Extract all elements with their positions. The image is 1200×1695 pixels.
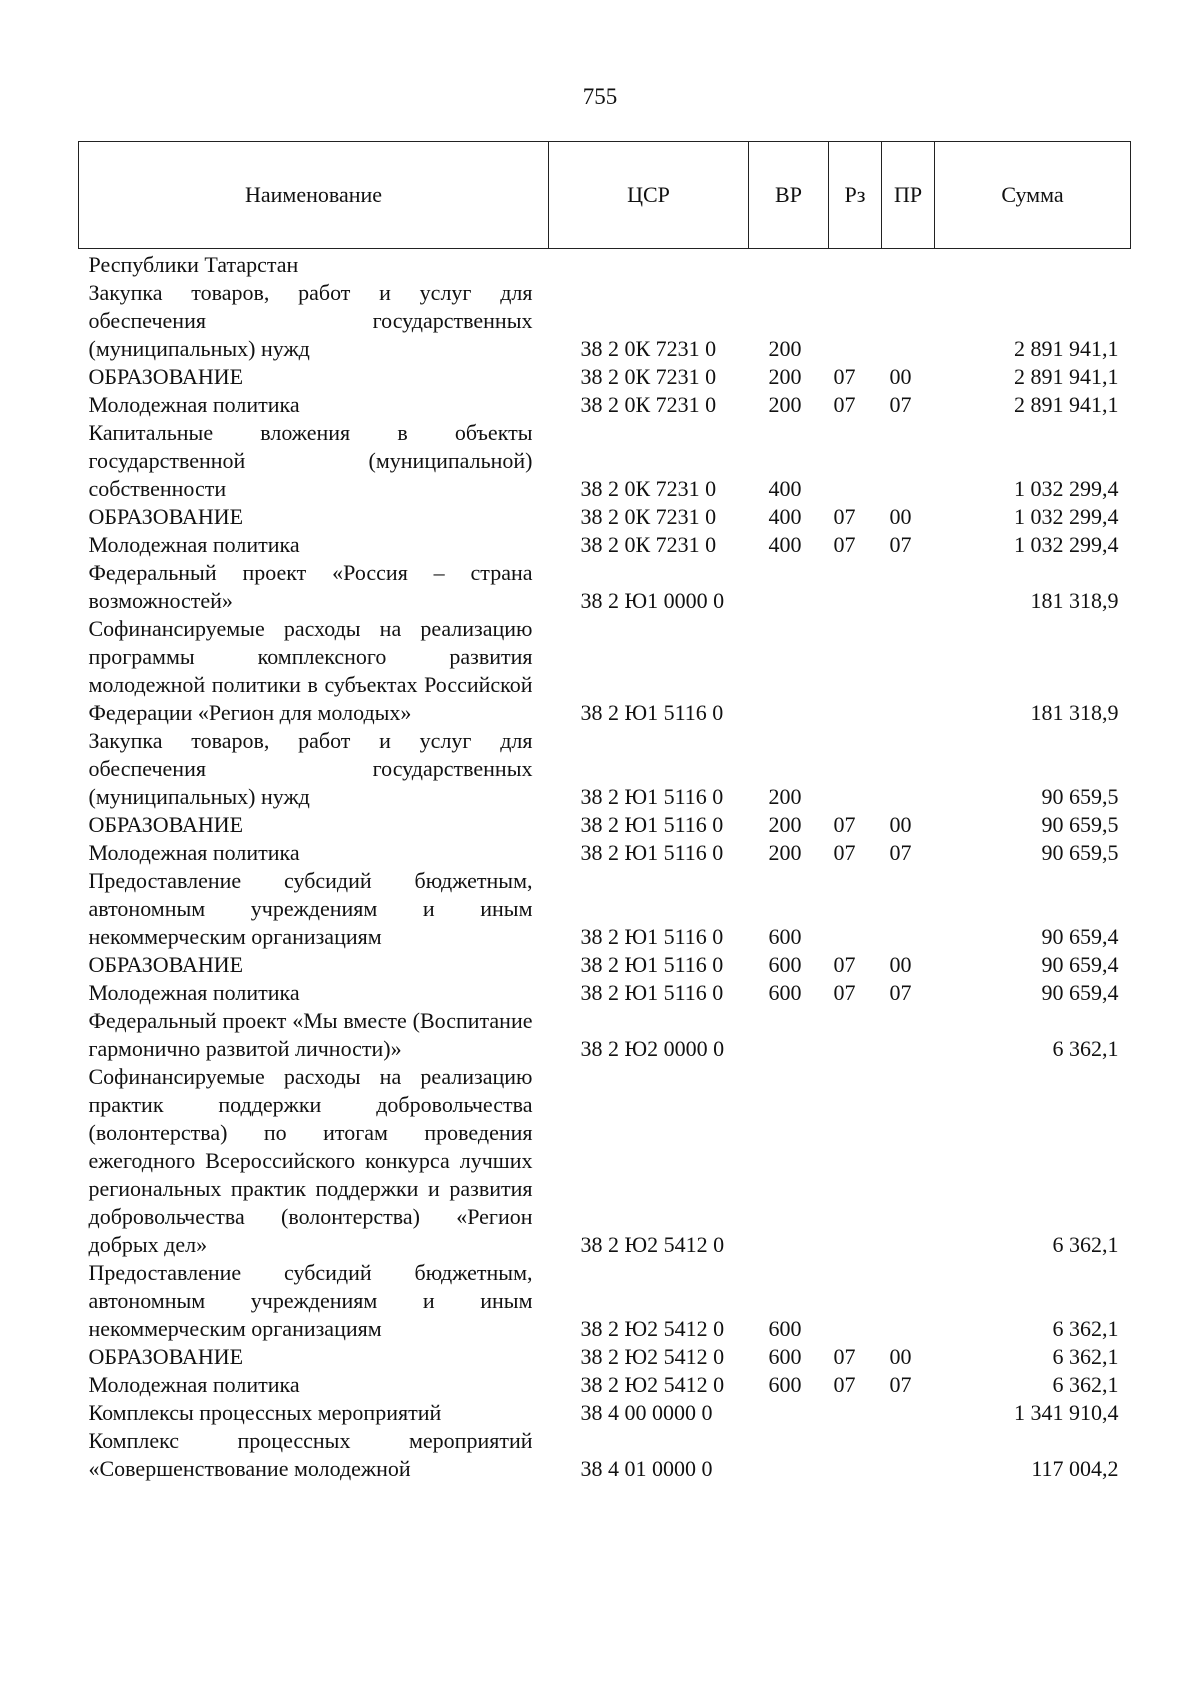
cell-name: Закупка товаров, работ и услуг для обеспечения государственных (муниципальных) нужд (88, 280, 533, 361)
cell-name: Комплекс процессных мероприятий «Совершенствование молодежной (88, 1428, 533, 1481)
cell-name: Республики Татарстан (88, 252, 299, 277)
cell-name: Капитальные вложения в объекты государственной (муниципальной) собственности (88, 420, 533, 501)
cell-csr: 38 2 0К 7231 0 (580, 336, 717, 361)
cell-pr (882, 1427, 935, 1483)
cell-sum: 1 032 299,4 (1014, 532, 1119, 557)
cell-vr: 600 (768, 924, 802, 949)
cell-pr (882, 867, 935, 951)
cell-pr (882, 1007, 935, 1063)
cell-csr: 38 2 Ю1 5116 0 (580, 700, 724, 725)
cell-csr: 38 2 Ю1 0000 0 (580, 588, 725, 613)
cell-csr: 38 2 0К 7231 0 (580, 392, 717, 417)
header-vr: ВР (749, 142, 829, 249)
cell-rz: 07 (833, 1344, 856, 1369)
cell-vr: 400 (768, 532, 802, 557)
cell-name: ОБРАЗОВАНИЕ (88, 812, 244, 837)
cell-vr (749, 1063, 829, 1259)
cell-pr (882, 1399, 935, 1427)
cell-vr: 600 (768, 1344, 802, 1369)
cell-pr: 00 (889, 952, 912, 977)
cell-rz: 07 (833, 364, 856, 389)
cell-name: Софинансируемые расходы на реализацию практик поддержки добровольчества (волонтерства) по итогам проведения ежегодного Всероссийского конкурса лучших региональных практик поддержки и развития добровольчества (волонтерства) «Регион добрых дел» (88, 1064, 533, 1257)
cell-sum: 90 659,5 (1041, 840, 1119, 865)
cell-rz (829, 867, 882, 951)
cell-name: Молодежная политика (88, 392, 300, 417)
cell-csr: 38 2 Ю1 5116 0 (580, 924, 724, 949)
page-number: 755 (582, 84, 618, 109)
cell-sum: 1 032 299,4 (1014, 504, 1119, 529)
table-row (79, 811, 1131, 839)
cell-sum: 1 032 299,4 (1014, 476, 1119, 501)
cell-sum: 90 659,4 (1041, 952, 1119, 977)
cell-rz: 07 (833, 392, 856, 417)
cell-pr: 07 (889, 980, 912, 1005)
cell-vr (749, 1007, 829, 1063)
header-name: Наименование (79, 142, 549, 249)
table-row (79, 559, 1131, 615)
table-body (79, 249, 1131, 1484)
header-sum: Сумма (935, 142, 1131, 249)
cell-name: Предоставление субсидий бюджетным, автономным учреждениям и иным некоммерческим организациям (88, 868, 533, 949)
cell-rz (829, 1427, 882, 1483)
cell-pr (882, 249, 935, 280)
cell-rz (829, 1259, 882, 1343)
table-row (79, 503, 1131, 531)
header-csr: ЦСР (549, 142, 749, 249)
cell-pr: 07 (889, 1372, 912, 1397)
cell-name: Федеральный проект «Россия – страна возможностей» (88, 560, 533, 613)
table-header (79, 142, 1131, 249)
cell-rz (829, 1007, 882, 1063)
cell-csr: 38 4 01 0000 0 (580, 1456, 713, 1481)
cell-name: Молодежная политика (88, 980, 300, 1005)
cell-csr: 38 2 Ю1 5116 0 (580, 812, 724, 837)
cell-rz (829, 615, 882, 727)
cell-pr (882, 615, 935, 727)
cell-name: ОБРАЗОВАНИЕ (88, 952, 244, 977)
cell-name: Закупка товаров, работ и услуг для обеспечения государственных (муниципальных) нужд (88, 728, 533, 809)
cell-rz (829, 279, 882, 363)
cell-sum: 181 318,9 (1030, 700, 1119, 725)
cell-vr (749, 249, 829, 280)
cell-sum: 6 362,1 (1052, 1036, 1119, 1061)
cell-vr: 600 (768, 1316, 802, 1341)
cell-sum: 90 659,5 (1041, 784, 1119, 809)
table-row (79, 1399, 1131, 1427)
cell-pr: 00 (889, 812, 912, 837)
cell-rz: 07 (833, 980, 856, 1005)
cell-csr: 38 2 Ю1 5116 0 (580, 952, 724, 977)
cell-rz (829, 1399, 882, 1427)
table-row (79, 1343, 1131, 1371)
cell-rz (829, 727, 882, 811)
cell-vr: 400 (768, 504, 802, 529)
cell-sum: 2 891 941,1 (1014, 392, 1119, 417)
cell-vr: 600 (768, 952, 802, 977)
cell-rz (829, 1063, 882, 1259)
header-pr: ПР (882, 142, 935, 249)
cell-csr: 38 2 Ю2 5412 0 (580, 1372, 725, 1397)
cell-rz: 07 (833, 1372, 856, 1397)
cell-name: ОБРАЗОВАНИЕ (88, 504, 244, 529)
cell-rz: 07 (833, 840, 856, 865)
cell-name: Предоставление субсидий бюджетным, автономным учреждениям и иным некоммерческим организациям (88, 1260, 533, 1341)
cell-pr (882, 1259, 935, 1343)
cell-name: Молодежная политика (88, 840, 300, 865)
table-row (79, 1427, 1131, 1483)
cell-csr: 38 2 0К 7231 0 (580, 532, 717, 557)
cell-rz: 07 (833, 952, 856, 977)
cell-pr: 07 (889, 840, 912, 865)
table-row (79, 279, 1131, 363)
cell-csr: 38 2 Ю1 5116 0 (580, 840, 724, 865)
cell-sum: 90 659,4 (1041, 980, 1119, 1005)
cell-sum: 6 362,1 (1052, 1344, 1119, 1369)
cell-pr (882, 419, 935, 503)
table-row (79, 249, 1131, 280)
cell-vr: 200 (768, 392, 802, 417)
cell-pr (882, 559, 935, 615)
cell-pr: 00 (889, 504, 912, 529)
cell-pr: 07 (889, 532, 912, 557)
cell-vr: 200 (768, 812, 802, 837)
cell-name: ОБРАЗОВАНИЕ (88, 364, 244, 389)
cell-rz: 07 (833, 532, 856, 557)
cell-vr (749, 1399, 829, 1427)
table-row (79, 615, 1131, 727)
cell-pr (882, 727, 935, 811)
cell-rz: 07 (833, 812, 856, 837)
cell-sum: 2 891 941,1 (1014, 364, 1119, 389)
cell-csr: 38 4 00 0000 0 (580, 1400, 713, 1425)
cell-sum: 117 004,2 (1031, 1456, 1119, 1481)
cell-csr: 38 2 0К 7231 0 (580, 476, 717, 501)
table-row (79, 727, 1131, 811)
cell-vr: 600 (768, 1372, 802, 1397)
table-row (79, 839, 1131, 867)
table-row (79, 867, 1131, 951)
cell-vr: 400 (768, 476, 802, 501)
cell-csr (549, 249, 749, 280)
cell-csr: 38 2 0К 7231 0 (580, 364, 717, 389)
cell-name: Молодежная политика (88, 1372, 300, 1397)
cell-rz (829, 559, 882, 615)
cell-csr: 38 2 Ю2 5412 0 (580, 1316, 725, 1341)
table-row (79, 391, 1131, 419)
table-row (79, 363, 1131, 391)
cell-vr (749, 615, 829, 727)
cell-csr: 38 2 0К 7231 0 (580, 504, 717, 529)
cell-vr: 600 (768, 980, 802, 1005)
cell-csr: 38 2 Ю2 5412 0 (580, 1344, 725, 1369)
cell-name: Комплексы процессных мероприятий (88, 1400, 442, 1425)
cell-pr: 00 (889, 364, 912, 389)
cell-csr: 38 2 Ю1 5116 0 (580, 980, 724, 1005)
cell-sum: 2 891 941,1 (1014, 336, 1119, 361)
cell-csr: 38 2 Ю2 0000 0 (580, 1036, 725, 1061)
cell-sum: 181 318,9 (1030, 588, 1119, 613)
cell-vr (749, 559, 829, 615)
cell-sum (935, 249, 1131, 280)
budget-table (78, 141, 1131, 1483)
table-row (79, 1007, 1131, 1063)
cell-csr: 38 2 Ю1 5116 0 (580, 784, 724, 809)
cell-rz (829, 419, 882, 503)
cell-vr: 200 (768, 784, 802, 809)
cell-vr (749, 1427, 829, 1483)
cell-name: ОБРАЗОВАНИЕ (88, 1344, 244, 1369)
table-row (79, 419, 1131, 503)
cell-name: Молодежная политика (88, 532, 300, 557)
cell-csr: 38 2 Ю2 5412 0 (580, 1232, 725, 1257)
table-row (79, 1063, 1131, 1259)
cell-sum: 90 659,5 (1041, 812, 1119, 837)
table-row (79, 1371, 1131, 1399)
table-row (79, 979, 1131, 1007)
cell-pr (882, 1063, 935, 1259)
table-row (79, 1259, 1131, 1343)
cell-name: Федеральный проект «Мы вместе (Воспитание гармонично развитой личности)» (88, 1008, 533, 1061)
header-rz: Рз (829, 142, 882, 249)
cell-sum: 90 659,4 (1041, 924, 1119, 949)
cell-pr: 07 (889, 392, 912, 417)
cell-vr: 200 (768, 840, 802, 865)
cell-vr: 200 (768, 364, 802, 389)
table-row (79, 951, 1131, 979)
cell-rz (829, 249, 882, 280)
cell-pr (882, 279, 935, 363)
cell-pr: 00 (889, 1344, 912, 1369)
cell-sum: 1 341 910,4 (1014, 1400, 1119, 1425)
cell-sum: 6 362,1 (1052, 1316, 1119, 1341)
cell-rz: 07 (833, 504, 856, 529)
cell-sum: 6 362,1 (1052, 1232, 1119, 1257)
cell-vr: 200 (768, 336, 802, 361)
cell-name: Софинансируемые расходы на реализацию программы комплексного развития молодежной политики в субъектах Российской Федерации «Регион для молодых» (88, 616, 533, 725)
table-row (79, 531, 1131, 559)
cell-sum: 6 362,1 (1052, 1372, 1119, 1397)
